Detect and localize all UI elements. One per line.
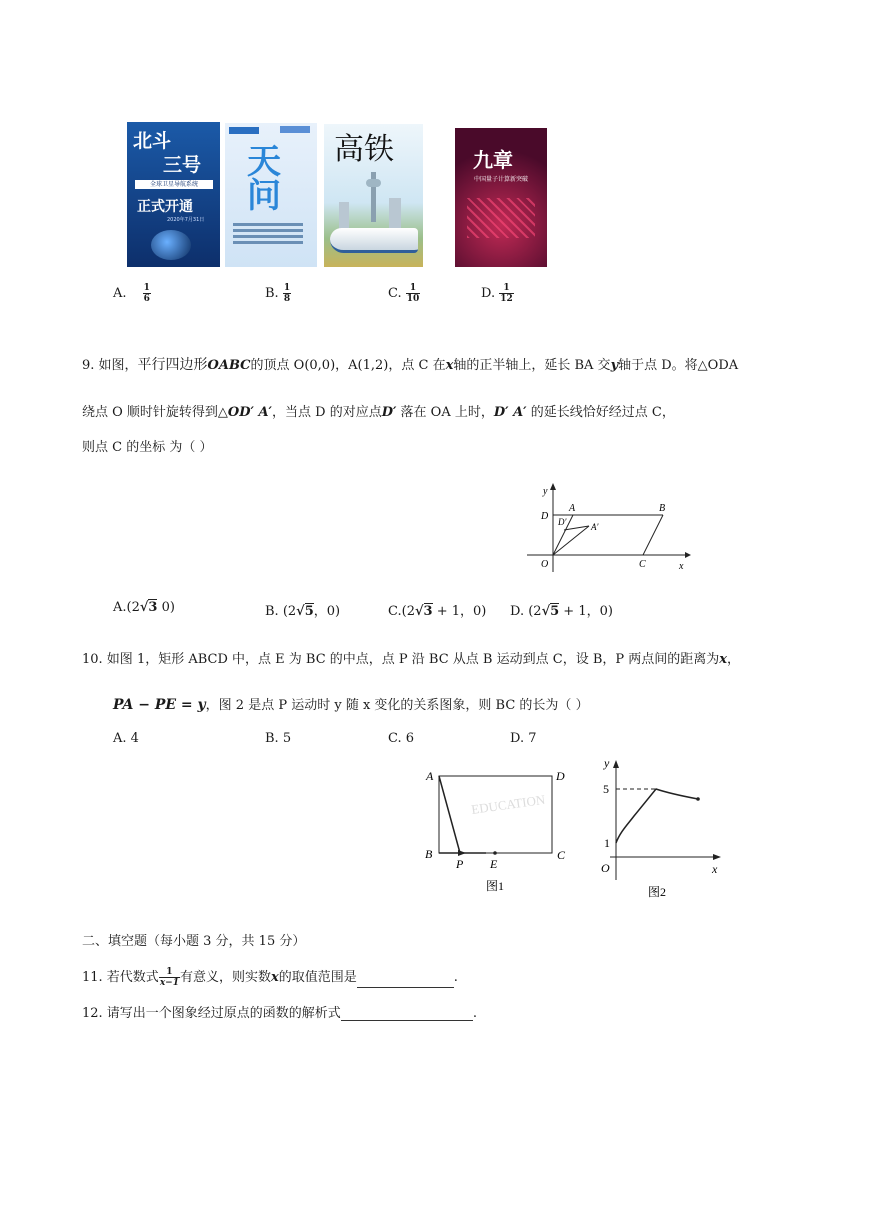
q9-option-d [510, 600, 613, 619]
q8-option-b [265, 283, 291, 304]
q11-text: . [453, 970, 458, 985]
x-axis-arrow-icon [713, 854, 721, 860]
q10-text: ， [727, 652, 741, 667]
label-d: D [541, 511, 549, 522]
q8-option-a-fraction [143, 283, 151, 304]
q9-text: 落在 OA 上时， [396, 405, 494, 420]
answer-blank[interactable] [357, 973, 454, 988]
curve-endpoint [696, 797, 700, 801]
sqrt-icon: √ [541, 604, 551, 619]
q9-line-2 [82, 401, 675, 420]
q9-option-a [113, 600, 175, 615]
label-b: B [425, 847, 433, 861]
q9-math: D′ [381, 405, 397, 420]
fraction-numerator: 1 [159, 967, 180, 978]
q11 [82, 966, 458, 988]
label-a: A [426, 769, 434, 783]
label-o: O [601, 861, 610, 875]
poster-beidou-headline: 正式开通 [137, 199, 193, 215]
q9-text: ，当点 D 的对应点 [272, 405, 382, 420]
radicand: 3 [423, 604, 433, 619]
q8-option-b-label: B. [265, 286, 279, 301]
label-a: A [569, 503, 576, 514]
label-d-prime: D′ [558, 517, 567, 527]
poster-beidou-date: 2020年7月31日 [167, 217, 205, 223]
poster-tianwen-char2: 问 [247, 176, 281, 216]
fraction-numerator: 1 [143, 283, 150, 293]
q11-text: 有意义，则实数 [179, 970, 271, 985]
fraction-denominator: 8 [283, 294, 291, 304]
q8-option-c-fraction [406, 283, 421, 304]
earth-icon [151, 230, 191, 260]
q10-math: x [719, 652, 728, 667]
q8-option-c [388, 283, 420, 304]
sqrt-icon: √ [414, 604, 424, 619]
fraction-denominator: 10 [406, 294, 420, 304]
segment-oa-prime [553, 526, 589, 555]
q9-math: OABC [207, 358, 251, 373]
fraction-denominator: 12 [500, 294, 513, 304]
q9-option-c-text: + 1，0) [432, 604, 487, 619]
q9-text: 绕点 O 顺时针旋转得到△ [82, 405, 228, 420]
tick-1: 1 [604, 836, 610, 850]
q10-figure-2 [590, 752, 730, 902]
poster-gaotie-title: 高铁 [334, 132, 394, 167]
poster-gaotie [324, 124, 423, 267]
fraction-numerator: 1 [499, 283, 514, 294]
q9-math: x [445, 358, 454, 373]
label-x: x [712, 862, 718, 876]
poster-beidou [127, 122, 220, 267]
q8-option-d-fraction [499, 283, 514, 304]
q10-figure-1 [420, 764, 590, 899]
q10-option-a: A. 4 [113, 731, 139, 746]
radicand: 3 [148, 600, 158, 615]
poster-tianwen-char1: 天 [247, 142, 281, 182]
section-heading: 二、填空题（每小题 3 分，共 15 分） [82, 934, 306, 949]
arrow-icon [458, 850, 466, 856]
q10-line-2 [113, 694, 589, 713]
q8-option-d [481, 283, 514, 304]
function-curve [616, 789, 698, 843]
q8-option-a-label: A. [113, 286, 127, 301]
label-y: y [543, 486, 548, 497]
y-axis-arrow-icon [613, 760, 619, 768]
q10-text: 10. 如图 1，矩形 ABCD 中，点 E 为 BC 的中点，点 P 沿 BC 从点 B 运动到点 C，设 B，P 两点间的距离为 [82, 652, 720, 667]
label-p: P [456, 857, 464, 871]
q8-option-d-label: D. [481, 286, 496, 301]
q9-option-d-text: + 1，0) [559, 604, 613, 619]
q11-fraction [159, 967, 180, 988]
answer-blank[interactable] [341, 1006, 473, 1021]
q9-option-b-text: ，0) [313, 604, 341, 619]
q12-text: 12. 请写出一个图象经过原点的函数的解析式 [82, 1006, 341, 1021]
q9-option-b [265, 600, 340, 619]
watermark: EDUCATION [470, 791, 547, 817]
q10-option-b: B. 5 [265, 731, 292, 746]
q9-text: 轴于点 D。将△ODA [618, 358, 739, 373]
poster-beidou-banner: 全球卫星导航系统 [135, 180, 213, 189]
q8-option-c-label: C. [388, 286, 402, 301]
q11-text: 的取值范围是 [278, 970, 357, 985]
sqrt-icon: √ [139, 600, 149, 615]
label-o: O [541, 559, 549, 570]
q9-text: 的延长线恰好经过点 C， [526, 405, 675, 420]
figure-2-caption: 图2 [648, 885, 667, 899]
train-icon [330, 228, 418, 253]
rectangle-abcd [439, 776, 552, 853]
q8-option-a [113, 283, 151, 304]
radicand: 5 [304, 604, 314, 619]
label-y: y [604, 756, 610, 770]
q11-text: 11. 若代数式 [82, 970, 159, 985]
q9-option-c [388, 600, 486, 619]
q9-line-1 [82, 354, 738, 374]
q10-math: PA − PE = y [113, 697, 206, 713]
q9-option-c-text: C.(2 [388, 604, 415, 619]
label-x: x [679, 561, 684, 572]
q12 [82, 1002, 477, 1021]
q10-text: ，图 2 是点 P 运动时 y 随 x 变化的关系图象，则 BC 的长为（ ） [205, 698, 589, 713]
q9-math: OD′ A′ [227, 405, 272, 420]
q9-option-d-text: D. (2 [510, 604, 542, 619]
radicand: 5 [550, 604, 560, 619]
segment-bc [643, 515, 663, 555]
x-axis-arrow-icon [685, 552, 691, 558]
label-c: C [639, 559, 646, 570]
q11-math: x [271, 970, 279, 985]
q9-text: 平行四边形 [137, 357, 208, 373]
poster-beidou-title: 北斗 [133, 130, 172, 152]
label-d: D [556, 769, 565, 783]
q10-option-d: D. 7 [510, 731, 537, 746]
q8-option-b-fraction [283, 283, 291, 304]
label-a-prime: A′ [591, 522, 599, 532]
q12-text: . [472, 1006, 477, 1021]
poster-jiuzhang-title: 九章 [473, 148, 513, 172]
figure-1-caption: 图1 [486, 879, 505, 893]
label-c: C [557, 848, 566, 862]
fraction-numerator: 1 [406, 283, 421, 294]
poster-tianwen [225, 123, 317, 267]
fraction-numerator: 1 [283, 283, 291, 293]
q9-text: 9. 如图， [82, 358, 138, 373]
label-e: E [490, 857, 498, 871]
q9-math: D′ A′ [493, 405, 527, 420]
q9-option-b-text: B. (2 [265, 604, 297, 619]
y-axis-arrow-icon [550, 483, 556, 490]
poster-beidou-subtitle: 三号 [163, 154, 202, 176]
q9-text: 的顶点 O(0,0)，A(1,2)，点 C 在 [250, 358, 446, 373]
fraction-denominator: x−1 [159, 978, 179, 988]
q10-line-1 [82, 648, 740, 667]
q9-option-a-text: A.(2 [113, 600, 140, 615]
q9-line-3: 则点 C 的坐标 为（ ） [82, 440, 213, 455]
q9-math: y [610, 358, 619, 373]
sqrt-icon: √ [296, 604, 305, 619]
poster-jiuzhang-subtitle: 中国量子计算新突破 [473, 176, 528, 183]
segment-pa [439, 776, 460, 853]
poster-jiuzhang [455, 128, 547, 267]
q9-text: 轴的正半轴上，延长 BA 交 [453, 358, 611, 373]
label-b: B [659, 503, 666, 514]
point-e [493, 851, 497, 855]
tick-5: 5 [603, 782, 609, 796]
q10-option-c: C. 6 [388, 731, 415, 746]
q9-figure [525, 478, 695, 576]
fraction-denominator: 6 [143, 294, 150, 304]
q9-option-a-text: 0) [157, 600, 175, 615]
